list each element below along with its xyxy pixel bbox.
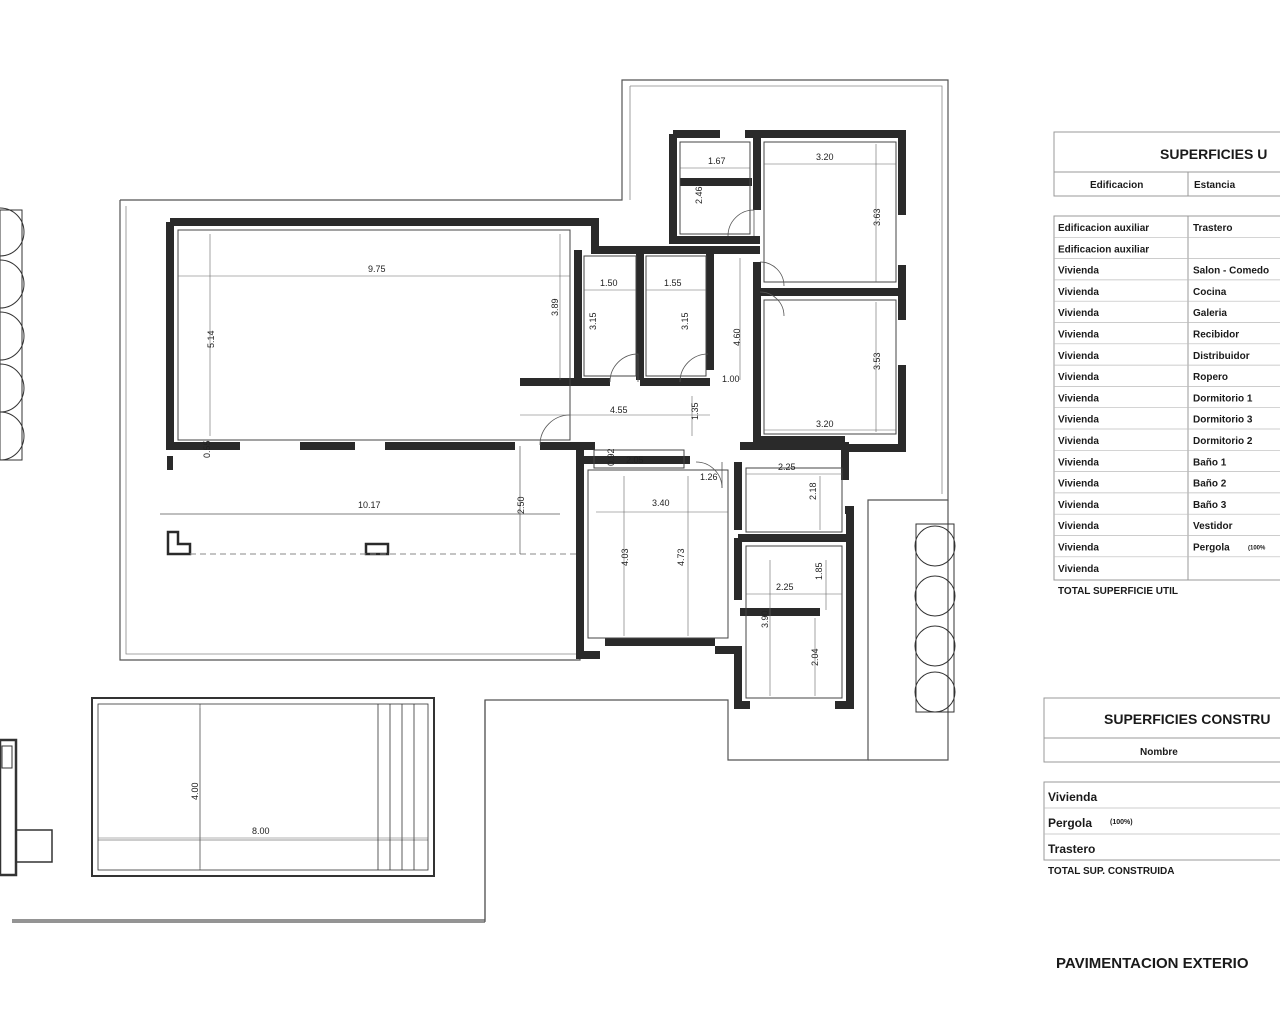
dim-bath-width: 2.25	[778, 462, 796, 472]
table-construidas-cell-name: Vivienda	[1048, 790, 1098, 804]
dim-hall-width: 1.00	[722, 374, 740, 384]
table-utiles-cell-estancia: Distribuidor	[1193, 350, 1250, 362]
table-utiles-cell-estancia: Cocina	[1193, 286, 1227, 298]
dim-corridor-width: 1.35	[690, 402, 700, 420]
table-utiles-cell-edificacion: Vivienda	[1058, 372, 1099, 384]
dim-porch-length: 10.17	[358, 500, 381, 510]
dim-pool-width: 4.00	[190, 782, 200, 800]
dim-bath-depth: 2.18	[808, 482, 818, 500]
table-utiles-cell-estancia: Ropero	[1193, 372, 1228, 384]
table-utiles-cell-note: (100%	[1248, 545, 1266, 552]
table-utiles-cell-estancia: Baño 1	[1193, 457, 1227, 469]
table-utiles-cell-edificacion: Edificacion auxiliar	[1058, 244, 1150, 256]
pavimentacion-title: PAVIMENTACION EXTERIO	[1056, 955, 1249, 972]
table-utiles-cell-edificacion: Vivienda	[1058, 542, 1099, 554]
table-utiles-cell-edificacion: Vivienda	[1058, 499, 1099, 511]
dim-bath2-depth: 1.85	[814, 562, 824, 580]
dim-top-small-depth: 2.46	[694, 186, 704, 204]
table-utiles-cell-estancia: Pergola	[1193, 542, 1230, 554]
dim-bed-mid-depth: 3.53	[872, 352, 882, 370]
table-construidas-total: TOTAL SUP. CONSTRUIDA	[1048, 866, 1175, 877]
dim-bed3-total: 4.73	[676, 548, 686, 566]
dim-top-small-width: 1.67	[708, 156, 726, 166]
dim-room-b-depth: 3.15	[680, 312, 690, 330]
dim-living-height: 3.89	[550, 298, 560, 316]
table-construidas-header: Nombre	[1140, 747, 1178, 758]
table-utiles-cell-edificacion: Vivienda	[1058, 308, 1099, 320]
dim-room-a-depth: 3.15	[588, 312, 598, 330]
shed	[0, 740, 52, 875]
dim-living-length: 9.75	[368, 264, 386, 274]
dim-wc-width: 2.05	[626, 455, 644, 465]
dim-pool-length: 8.00	[252, 826, 270, 836]
table-utiles-cell-edificacion: Vivienda	[1058, 265, 1099, 277]
table-utiles-rows	[1054, 223, 1280, 575]
table-utiles-total: TOTAL SUPERFICIE UTIL	[1058, 586, 1179, 597]
dim-room-a-width: 1.50	[600, 278, 618, 288]
table-construidas-cell-name: Pergola	[1048, 816, 1093, 830]
dim-room-b-width: 1.55	[664, 278, 682, 288]
table-utiles-cell-estancia: Salon - Comedo	[1193, 265, 1270, 277]
trees-left	[0, 208, 24, 460]
dim-porch-side: 0.55	[202, 440, 212, 458]
table-utiles-cell-estancia: Dormitorio 1	[1193, 393, 1253, 405]
table-construidas-cell-note: (100%)	[1110, 819, 1133, 826]
table-utiles-cell-estancia: Vestidor	[1193, 521, 1233, 533]
table-utiles-cell-estancia: Dormitorio 3	[1193, 414, 1253, 426]
pool	[92, 698, 434, 876]
table-utiles-cell-estancia: Recibidor	[1193, 329, 1240, 341]
table-construidas-title: SUPERFICIES CONSTRU	[1104, 711, 1271, 727]
table-superficies-utiles	[1054, 132, 1280, 597]
table-utiles-cell-edificacion: Vivienda	[1058, 563, 1099, 575]
dim-wc-small: 0.92	[606, 448, 616, 466]
table-utiles-cell-edificacion: Edificacion auxiliar	[1058, 223, 1150, 234]
dim-bed3-width: 3.40	[652, 498, 670, 508]
table-utiles-title: SUPERFICIES U	[1160, 146, 1268, 162]
table-utiles-header-estancia: Estancia	[1194, 180, 1236, 191]
table-construidas-cell-name: Trastero	[1048, 842, 1096, 856]
table-utiles-header-edificacion: Edificacion	[1090, 180, 1144, 191]
table-construidas-rows	[1044, 790, 1280, 856]
dim-bed3-depth: 4.03	[620, 548, 630, 566]
table-utiles-cell-edificacion: Vivienda	[1058, 436, 1099, 447]
table-utiles-cell-edificacion: Vivienda	[1058, 478, 1099, 490]
dim-bed-mid-width: 3.20	[816, 419, 834, 429]
table-utiles-cell-estancia: Baño 2	[1193, 478, 1227, 490]
dim-bath3-depth: 3.90	[760, 610, 770, 628]
dim-porch-depth: 2.50	[516, 496, 526, 514]
dim-living-width: 5.14	[206, 330, 216, 348]
dim-hall-depth: 4.60	[732, 328, 742, 346]
trees-right	[915, 524, 955, 712]
dim-bed-top-depth: 3.63	[872, 208, 882, 226]
table-utiles-cell-edificacion: Vivienda	[1058, 286, 1099, 298]
table-utiles-cell-estancia: Galeria	[1193, 308, 1227, 320]
dim-bath2-width: 2.25	[776, 582, 794, 592]
dim-door-gap: 1.26	[700, 472, 718, 482]
table-utiles-cell-estancia: Dormitorio 2	[1193, 436, 1253, 447]
dim-bath3-small: 2.04	[810, 648, 820, 666]
table-utiles-cell-edificacion: Vivienda	[1058, 329, 1099, 341]
plot-outline-lower	[12, 500, 948, 922]
table-superficies-construidas	[1044, 698, 1280, 877]
dim-corridor-length: 4.55	[610, 405, 628, 415]
walls	[170, 134, 902, 705]
table-utiles-cell-edificacion: Vivienda	[1058, 350, 1099, 362]
table-utiles-cell-estancia: Baño 3	[1193, 499, 1227, 511]
table-utiles-cell-edificacion: Vivienda	[1058, 393, 1099, 405]
dimension-labels	[190, 152, 882, 836]
table-utiles-cell-edificacion: Vivienda	[1058, 521, 1099, 533]
table-utiles-cell-estancia: Trastero	[1193, 223, 1233, 234]
table-utiles-cell-edificacion: Vivienda	[1058, 414, 1099, 426]
dim-bed-top-width: 3.20	[816, 152, 834, 162]
table-utiles-cell-edificacion: Vivienda	[1058, 457, 1099, 469]
